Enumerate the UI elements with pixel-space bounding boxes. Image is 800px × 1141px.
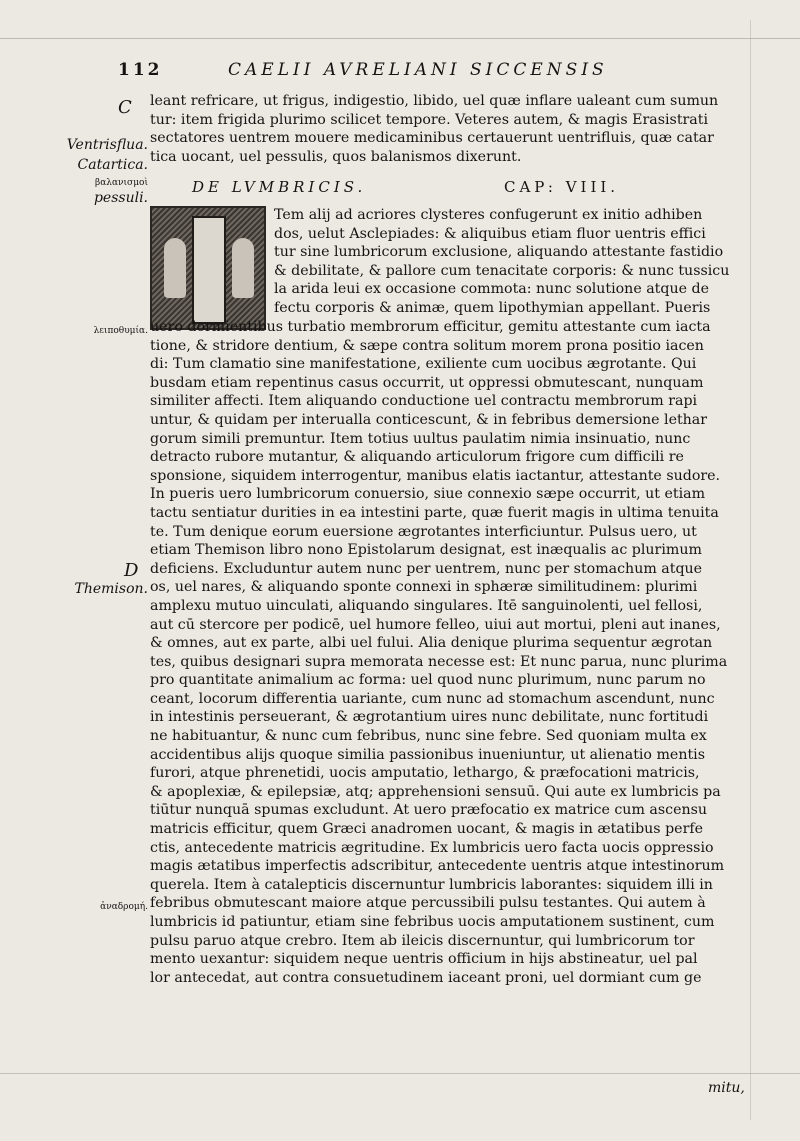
text-line: tes, quibus designari supra memorata necesse est: Et nunc parua, nunc plurima xyxy=(150,653,728,670)
running-title: CAELII AVRELIANI SICCENSIS xyxy=(228,60,608,80)
text-line: tur sine lumbricorum exclusione, aliquando attestante fastidio xyxy=(274,244,724,261)
margin-note-balanismoi: βαλανισμοὶ xyxy=(94,178,148,188)
text-line: uero dormientibus turbatio membrorum efficitur, gemitu attestante cum iacta xyxy=(150,319,711,335)
initial-figure-right xyxy=(232,238,254,298)
margin-note-themison: Themison. xyxy=(74,581,148,597)
intro-paragraph xyxy=(150,92,760,166)
text-line: dos, uelut Asclepiades: & aliquibus etiam fluor uentris effici xyxy=(274,225,706,242)
text-line: leant refricare, ut frigus, indigestio, libido, uel quæ inflare ualeant cum sumun xyxy=(150,93,719,109)
chapter-number: CAP: VIII. xyxy=(504,178,620,196)
text-line: fectu corporis & animæ, quem lipothymian appellant. Pueris xyxy=(274,299,711,316)
text-line: accidentibus alijs quoque similia passionibus inueniuntur, ut alienatio mentis xyxy=(150,746,705,763)
text-line: sectatores uentrem mouere medicaminibus certauerunt uentrifluis, quæ catar xyxy=(150,130,714,147)
text-line: amplexu mutuo uinculati, aliquando singulares. Itē sanguinolenti, uel fellosi, xyxy=(150,597,703,614)
text-line: untur, & quidam per interualla conticescunt, & in febribus demersione lethar xyxy=(150,411,708,428)
page-number: 112 xyxy=(118,60,163,80)
text-line: tione, & stridore dentium, & sæpe contra solitum morem prona positio iacen xyxy=(150,337,704,354)
text-line: tica uocant, uel pessulis, quos balanismos dixerunt. xyxy=(150,148,522,165)
text-line: gorum simili premuntur. Item totius uultus paulatim nimia insinuatio, nunc xyxy=(150,430,691,447)
text-line: similiter affecti. Item aliquando conductione uel contractu membrorum rapi xyxy=(150,393,698,410)
section-mark-c: C xyxy=(118,97,132,118)
text-line: ne habituantur, & nunc cum febribus, nunc sine febre. Sed quoniam multa ex xyxy=(150,728,707,745)
text-line: tiūtur nunquā spumas excludunt. At uero præfocatio ex matrice cum ascensu xyxy=(150,802,708,819)
text-line: ctis, antecedente matricis ægritudine. Ex lumbricis uero facta uocis oppressio xyxy=(150,839,714,856)
text-line: febribus obmutescant maiore atque percussibili pulsu testantes. Qui autem à xyxy=(150,895,706,912)
catchword: mitu, xyxy=(708,1080,745,1096)
scan-rule-bottom xyxy=(0,1073,800,1074)
text-line: la arida leui ex occasione commota: nunc solutione atque de xyxy=(274,281,709,298)
chapter-body xyxy=(150,318,760,987)
initial-letter-i xyxy=(192,216,226,324)
text-line: & debilitate, & pallore cum tenacitate corporis: & nunc tussicu xyxy=(274,262,730,279)
text-line: tur: item frigida plurimo scilicet tempore. Veteres autem, & magis Erasistrati xyxy=(150,111,709,128)
chapter-heading xyxy=(192,178,752,198)
text-line: sponsione, siquidem interrogentur, manibus elatis iactantur, attestante sudore. xyxy=(150,467,721,484)
chapter-title: DE LVMBRICIS. xyxy=(192,178,367,196)
text-line: detracto rubore mutantur, & aliquando articulorum frigore cum difficili re xyxy=(150,449,684,466)
text-line: ceant, locorum differentia uariante, cum nunc ad stomachum ascendunt, nunc xyxy=(150,690,715,707)
text-line: lor antecedat, aut contra consuetudinem iaceant proni, uel dormiant cum ge xyxy=(150,969,702,986)
section-mark-d: D xyxy=(124,560,139,581)
text-line: aut cū stercore per podicē, uel humore felleo, uiui aut mortui, pleni aut inanes, xyxy=(150,616,721,633)
text-line: matricis efficitur, quem Græci anadromen uocant, & magis in ætatibus perfe xyxy=(150,821,703,838)
margin-note-lipothymia: λειποθυμία. xyxy=(93,326,148,336)
text-line: pro quantitate animalium ac forma: uel quod nunc plurimum, nunc parum no xyxy=(150,672,706,689)
text-line: & apoplexiæ, & epilepsiæ, atq; apprehensioni sensuū. Qui aute ex lumbricis pa xyxy=(150,783,721,800)
text-line: di: Tum clamatio sine manifestatione, exiliente cum uocibus ægrotante. Qui xyxy=(150,356,697,373)
text-line: furori, atque phrenetidi, uocis amputatio, lethargo, & præfocationi matricis, xyxy=(150,765,700,782)
margin-note-ventrisflua: Ventrisflua. xyxy=(66,137,148,153)
text-line: busdam etiam repentinus casus occurrit, ut oppressi obmutescant, nunquam xyxy=(150,374,704,391)
text-line: etiam Themison libro nono Epistolarum designat, est inæqualis ac plurimum xyxy=(150,542,702,559)
margin-note-anadrome: ἀναδρομή. xyxy=(100,902,148,912)
scan-rule-top xyxy=(0,38,800,39)
text-line: querela. Item à catalepticis discernuntur lumbricis laborantes: siquidem illi in xyxy=(150,876,713,893)
decorated-initial-i xyxy=(150,206,266,330)
text-line: deficiens. Excluduntur autem nunc per uentrem, nunc per stomachum atque xyxy=(150,560,703,577)
text-line: tactu sentiatur durities in ea intestini parte, quæ fuerit magis in ultima tenuita xyxy=(150,504,719,521)
margin-note-pessuli: pessuli. xyxy=(93,190,148,206)
text-line: mento uexantur: siquidem neque uentris officium in hijs abstineatur, uel pal xyxy=(150,951,698,968)
margin-note-catartica: Catartica. xyxy=(77,157,148,173)
text-line: lumbricis id patiuntur, etiam sine febribus uocis amputationem sustinent, cum xyxy=(150,914,715,930)
text-line: Tem alij ad acriores clysteres confugerunt ex initio adhiben xyxy=(274,207,703,223)
page-header xyxy=(118,60,758,82)
initial-figure-left xyxy=(164,238,186,298)
text-line: magis ætatibus imperfectis adscribitur, antecedente uentris atque intestinorum xyxy=(150,858,725,875)
text-line: In pueris uero lumbricorum conuersio, siue connexio sæpe occurrit, ut etiam xyxy=(150,486,706,503)
chapter-opening-lines xyxy=(274,206,760,318)
text-line: te. Tum denique eorum euersione ægrotantes interficiuntur. Pulsus uero, ut xyxy=(150,523,697,540)
text-line: pulsu paruo atque crebro. Item ab ileicis discernuntur, qui lumbricorum tor xyxy=(150,932,695,949)
text-line: in intestinis perseuerant, & ægrotantium uires nunc debilitate, nunc fortitudi xyxy=(150,709,709,726)
text-line: & omnes, aut ex parte, albi uel fului. Alia denique plurima sequentur ægrotan xyxy=(150,635,713,652)
text-line: os, uel nares, & aliquando sponte connexi in sphæræ similitudinem: plurimi xyxy=(150,579,698,596)
